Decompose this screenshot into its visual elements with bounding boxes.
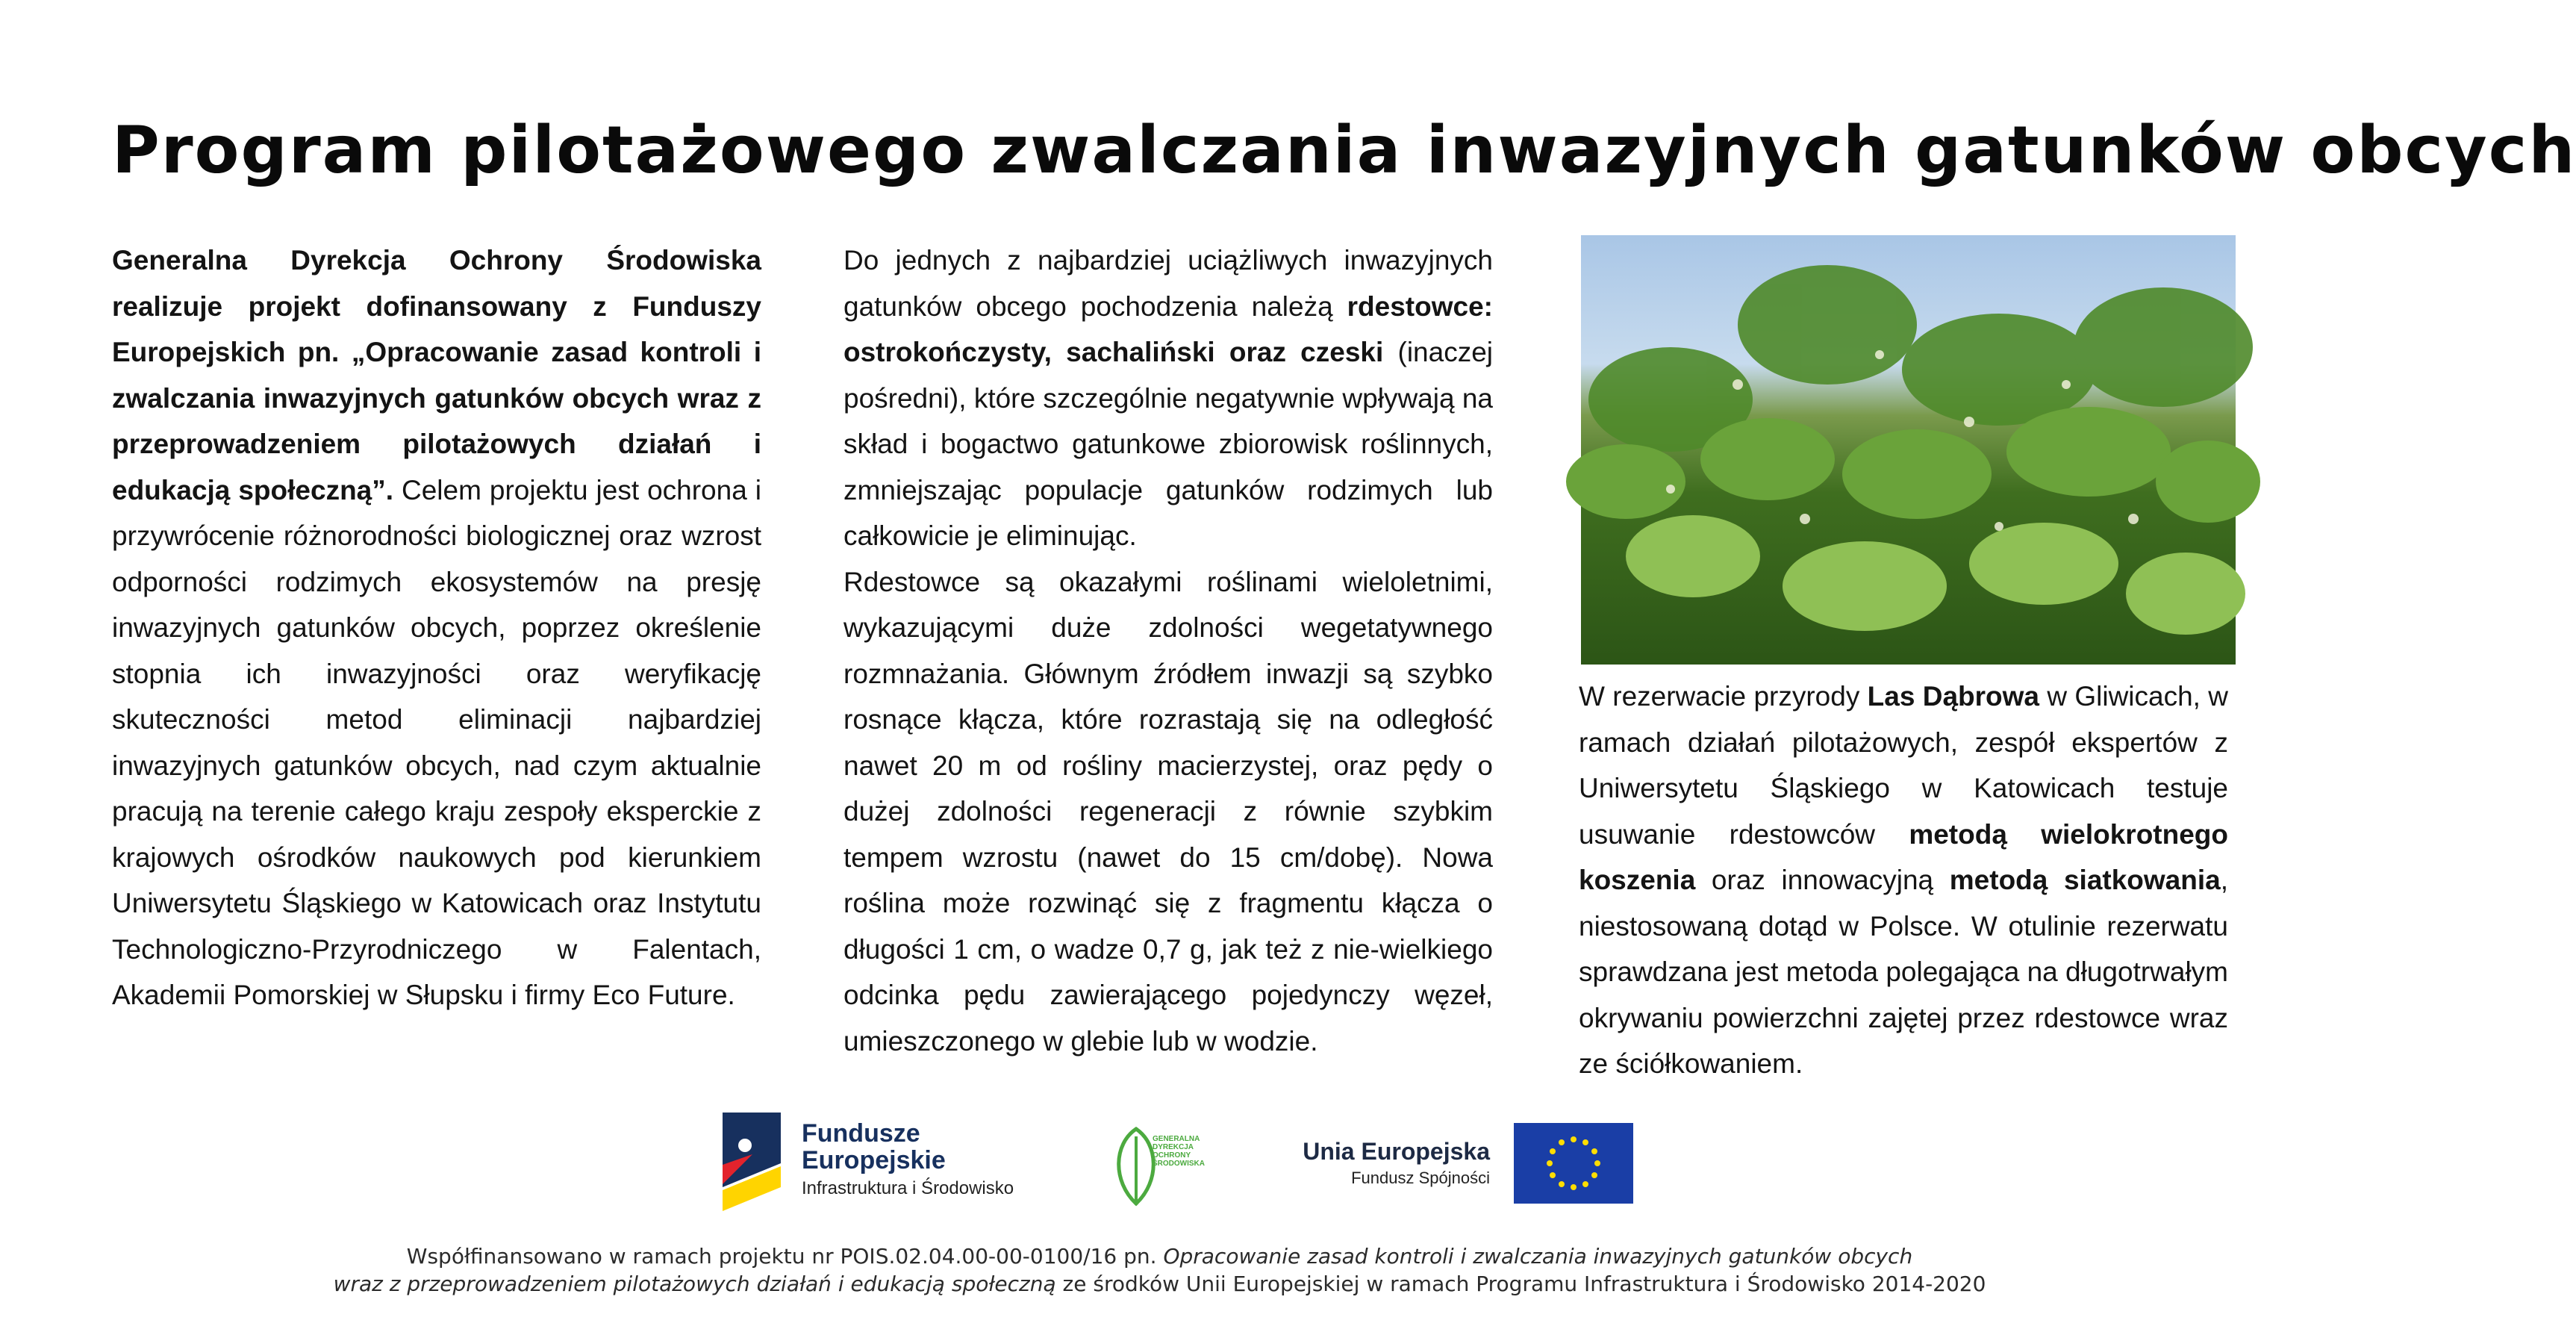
method-netting: metodą siatkowania	[1949, 865, 2221, 895]
footer-line-1	[0, 1242, 2319, 1270]
reserve-paragraph	[1579, 673, 2228, 1087]
project-title-italic: Opracowanie zasad kontroli i zwalczania inwazyjnych gatunków obcych	[1163, 1244, 1913, 1269]
funding-footer	[0, 1242, 2319, 1298]
fe-subtitle: Infrastruktura i Środowisko	[802, 1178, 1014, 1198]
text-span: (inaczej pośredni), które szczególnie negatywnie wpływają na skład i bogactwo gatunkowe zbiorowisk roślinnych, zmniejszając populacje gatunków rodzimych lub całkowicie je eliminując.	[843, 337, 1493, 551]
eu-name: Unia Europejska	[1303, 1138, 1490, 1165]
knotweed-column	[843, 237, 1493, 1064]
eu-flag-icon	[1514, 1123, 1633, 1204]
intro-paragraph	[112, 237, 761, 1018]
photo-illustration	[1581, 235, 2236, 665]
reserve-column	[1579, 673, 2228, 1087]
eu-label	[1273, 1138, 1490, 1188]
fundusze-europejskie-logo-icon	[723, 1113, 781, 1217]
species-names: rdestowce: ostrokończysty, sachaliński oraz czeski	[843, 290, 1493, 367]
footer-line-2	[0, 1270, 2319, 1298]
project-statement: Generalna Dyrekcja Ochrony Środowiska realizuje projekt dofinansowany z Funduszy Europejskich pn. „Opracowanie zasad kontroli i zwalczania inwazyjnych gatunków obcych wraz z przeprowadzeniem pilotażowych działań i edukacją społeczną”.	[112, 245, 761, 505]
funding-logos	[0, 1113, 2319, 1225]
eu-fund: Fundusz Spójności	[1351, 1169, 1490, 1187]
text-span: w Gliwicach, w ramach działań pilotażowych, zespół ekspertów z Uniwersytetu Śląskiego w Katowicach testuje usuwanie rdestowców	[1579, 681, 2228, 850]
page-title: Program pilotażowego zwalczania inwazyjnych gatunków obcych	[112, 112, 2576, 188]
project-title-italic: wraz z przeprowadzeniem pilotażowych działań i edukacją społeczną	[333, 1272, 1056, 1296]
text-span: ze środków Unii Europejskiej w ramach Programu Infrastruktura i Środowisko 2014-2020	[1055, 1272, 1986, 1296]
gdos-label: GENERALNA DYREKCJA OCHRONY ŚRODOWISKA	[1153, 1135, 1205, 1168]
project-goal-text: Celem projektu jest ochrona i przywrócenie różnorodności biologicznej oraz wzrost odporności rodzimych ekosystemów na presję inwazyjnych gatunków obcych, poprzez określenie stopnia ich inwazyjności oraz weryfikację skuteczności metod eliminacji najbardziej inwazyjnych gatunków obcych, nad czym aktualnie pracują na terenie całego kraju zespoły eksperckie z krajowych ośrodków naukowych pod kierunkiem Uniwersytetu Śląskiego w Katowicach oraz Instytutu Technologiczno-Przyrodniczego w Falentach, Akademii Pomorskiej w Słupsku i firmy Eco Future.	[112, 474, 761, 1010]
fe-line1: Fundusze	[802, 1119, 920, 1148]
fe-line2: Europejskie	[802, 1146, 946, 1174]
text-span: Współfinansowano w ramach projektu nr POIS.02.04.00-00-0100/16 pn.	[406, 1244, 1164, 1269]
knotweed-paragraph-1	[843, 237, 1493, 559]
intro-column	[112, 237, 761, 1018]
text-span: W rezerwacie przyrody	[1579, 681, 1868, 712]
text-span: , niestosowaną dotąd w Polsce. W otulinie rezerwatu sprawdzana jest metoda polegająca na długotrwałym okrywaniu powierzchni zajętej przez rdestowce wraz ze ściółkowaniem.	[1579, 865, 2229, 1079]
text-span: Do jednych z najbardziej uciążliwych inwazyjnych gatunków obcego pochodzenia należą	[843, 245, 1493, 322]
method-mowing: metodą wielokrotnego koszenia	[1579, 818, 2228, 895]
knotweed-photo	[1581, 235, 2236, 665]
reserve-name: Las Dąbrowa	[1867, 681, 2039, 712]
fundusze-europejskie-label	[802, 1120, 1014, 1199]
knotweed-paragraph-2: Rdestowce są okazałymi roślinami wieloletnimi, wykazującymi duże zdolności wegetatywnego rozmnażania. Głównym źródłem inwazji są szybko rosnące kłącza, które rozrastają się na odległość nawet 20 m od rośliny macierzystej, oraz pędy o dużej zdolności regeneracji z równie szybkim tempem wzrostu (nawet do 15 cm/dobę). Nowa roślina może rozwinąć się z fragmentu kłącza o długości 1 cm, o wadze 0,7 g, jak też z nie-wielkiego odcinka pędu zawierającego pojedynczy węzeł, umieszczonego w glebie lub w wodzie.	[843, 566, 1493, 1057]
text-span: oraz innowacyjną	[1695, 865, 1950, 895]
